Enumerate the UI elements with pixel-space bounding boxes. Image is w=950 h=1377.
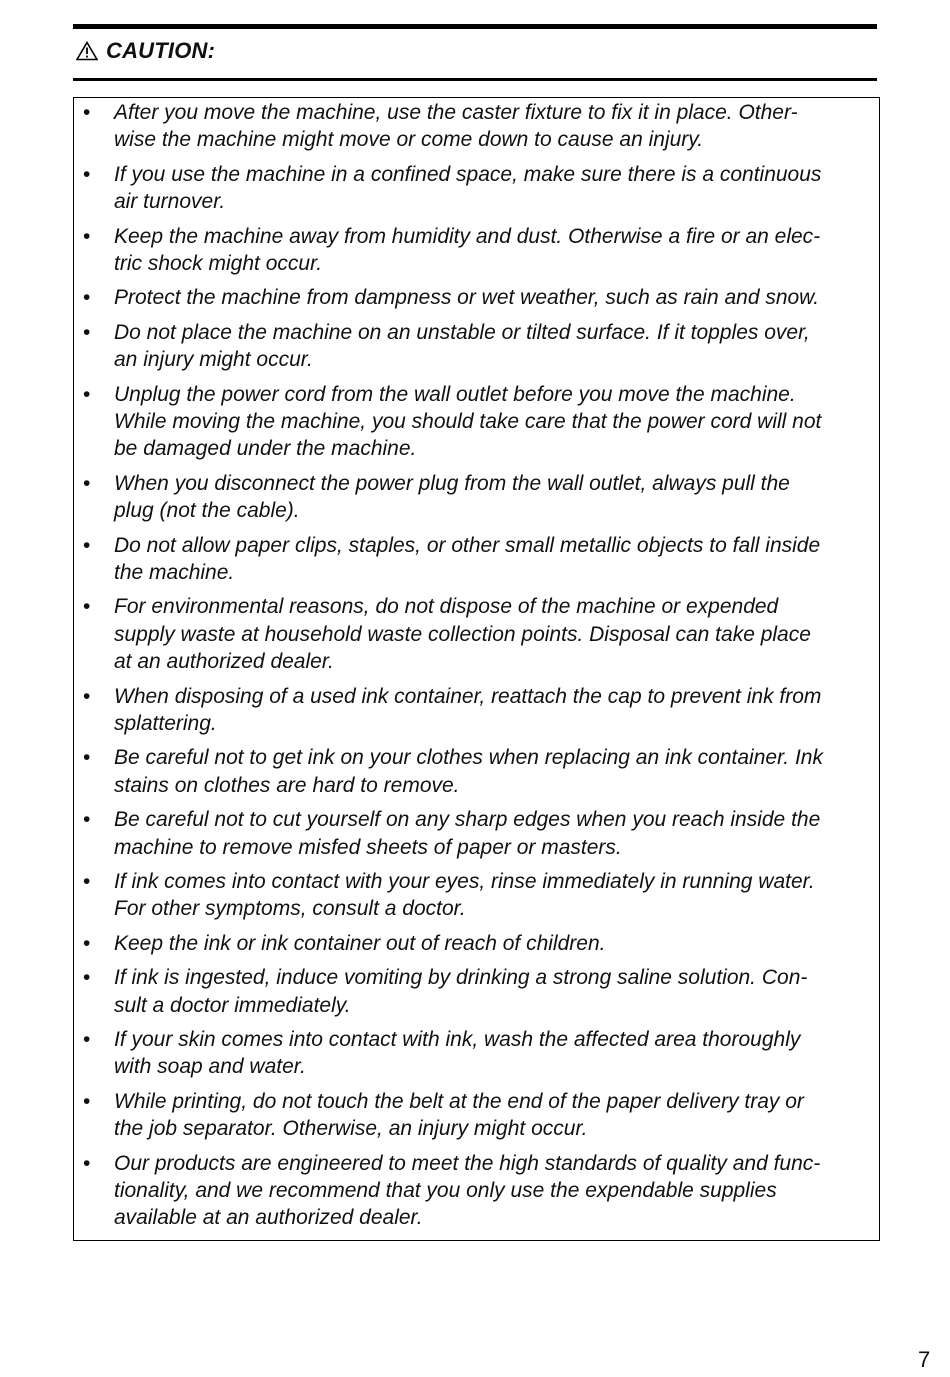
caution-text-line: For other symptoms, consult a doctor. [114, 897, 466, 921]
bullet-marker: • [83, 101, 91, 124]
bullet-marker: • [83, 1089, 91, 1113]
page-number: 7 [918, 1347, 931, 1372]
caution-text-line: While printing, do not touch the belt at the end of the paper delivery tray or [114, 1089, 804, 1113]
bullet-marker: • [83, 808, 91, 832]
caution-text-line: tionality, and we recommend that you only use the expendable supplies [114, 1178, 777, 1202]
caution-text-line: Keep the ink or ink container out of reach of children. [114, 931, 606, 955]
caution-text-line: the machine. [114, 560, 235, 584]
caution-box [73, 97, 880, 1241]
caution-text-line: with soap and water. [114, 1055, 306, 1079]
bullet-marker: • [83, 286, 91, 310]
bullet-marker: • [83, 1028, 91, 1051]
caution-text-line: If ink is ingested, induce vomiting by drinking a strong saline solution. Con- [114, 966, 808, 990]
bullet-marker: • [83, 684, 91, 708]
bullet-marker: • [83, 746, 91, 770]
heading-rule [73, 78, 877, 81]
caution-text-line: Be careful not to cut yourself on any sharp edges when you reach inside the [114, 808, 821, 832]
bullet-marker: • [83, 224, 91, 248]
caution-text-line: Unplug the power cord from the wall outlet before you move the machine. [114, 382, 796, 406]
caution-text-line: the job separator. Otherwise, an injury might occur. [114, 1117, 588, 1141]
bullet-marker: • [83, 162, 91, 186]
bullet-marker: • [83, 471, 91, 495]
caution-text-line: For environmental reasons, do not dispose of the machine or expended [114, 595, 779, 619]
bullet-marker: • [83, 966, 91, 990]
bullet-marker: • [83, 320, 91, 344]
top-rule [73, 24, 877, 29]
caution-text-line: While moving the machine, you should take care that the power cord will not [114, 409, 822, 433]
caution-text-line: Do not allow paper clips, staples, or other small metallic objects to fall inside [114, 533, 821, 557]
caution-text-line: Protect the machine from dampness or wet weather, such as rain and snow. [114, 286, 820, 310]
caution-text-line: If your skin comes into contact with ink, wash the affected area thoroughly [114, 1028, 801, 1051]
caution-text-line: machine to remove misfed sheets of paper or masters. [114, 835, 622, 859]
bullet-marker: • [83, 595, 91, 619]
caution-text-line: an injury might occur. [114, 348, 313, 372]
bullet-marker: • [83, 382, 91, 406]
caution-text-line: If you use the machine in a confined space, make sure there is a continuous [114, 162, 822, 186]
bullet-marker: • [83, 931, 91, 955]
bullet-marker: • [83, 870, 91, 893]
caution-text-line: When disposing of a used ink container, reattach the cap to prevent ink from [114, 684, 822, 708]
warning-triangle-icon [76, 41, 98, 61]
caution-text-line: Keep the machine away from humidity and dust. Otherwise a fire or an elec- [114, 224, 821, 248]
caution-text-line: If ink comes into contact with your eyes, rinse immediately in running water. [114, 870, 815, 893]
caution-text-line: When you disconnect the power plug from the wall outlet, always pull the [114, 471, 790, 495]
caution-text-line: Be careful not to get ink on your clothes when replacing an ink container. Ink [114, 746, 823, 770]
caution-text-line: Do not place the machine on an unstable or tilted surface. If it topples over, [114, 320, 810, 344]
caution-text-line: stains on clothes are hard to remove. [114, 773, 460, 797]
caution-text-line: supply waste at household waste collection points. Disposal can take place [114, 622, 811, 646]
bullet-marker: • [83, 1151, 91, 1175]
caution-title: CAUTION: [106, 38, 216, 63]
caution-text-line: splattering. [114, 711, 217, 735]
caution-text-line: air turnover. [114, 190, 226, 214]
caution-text-line: be damaged under the machine. [114, 437, 417, 461]
caution-text-line: tric shock might occur. [114, 251, 323, 275]
caution-text-line: available at an authorized dealer. [114, 1206, 423, 1230]
caution-text-line: wise the machine might move or come down to cause an injury. [114, 128, 704, 152]
bullet-marker: • [83, 533, 91, 557]
caution-text-line: sult a doctor immediately. [114, 993, 351, 1017]
caution-text-line: After you move the machine, use the caster fixture to fix it in place. Other- [114, 101, 798, 124]
caution-text-line: plug (not the cable). [114, 499, 300, 523]
caution-heading [76, 36, 215, 66]
caution-text-line: at an authorized dealer. [114, 650, 334, 674]
caution-text-line: Our products are engineered to meet the high standards of quality and func- [114, 1151, 821, 1175]
